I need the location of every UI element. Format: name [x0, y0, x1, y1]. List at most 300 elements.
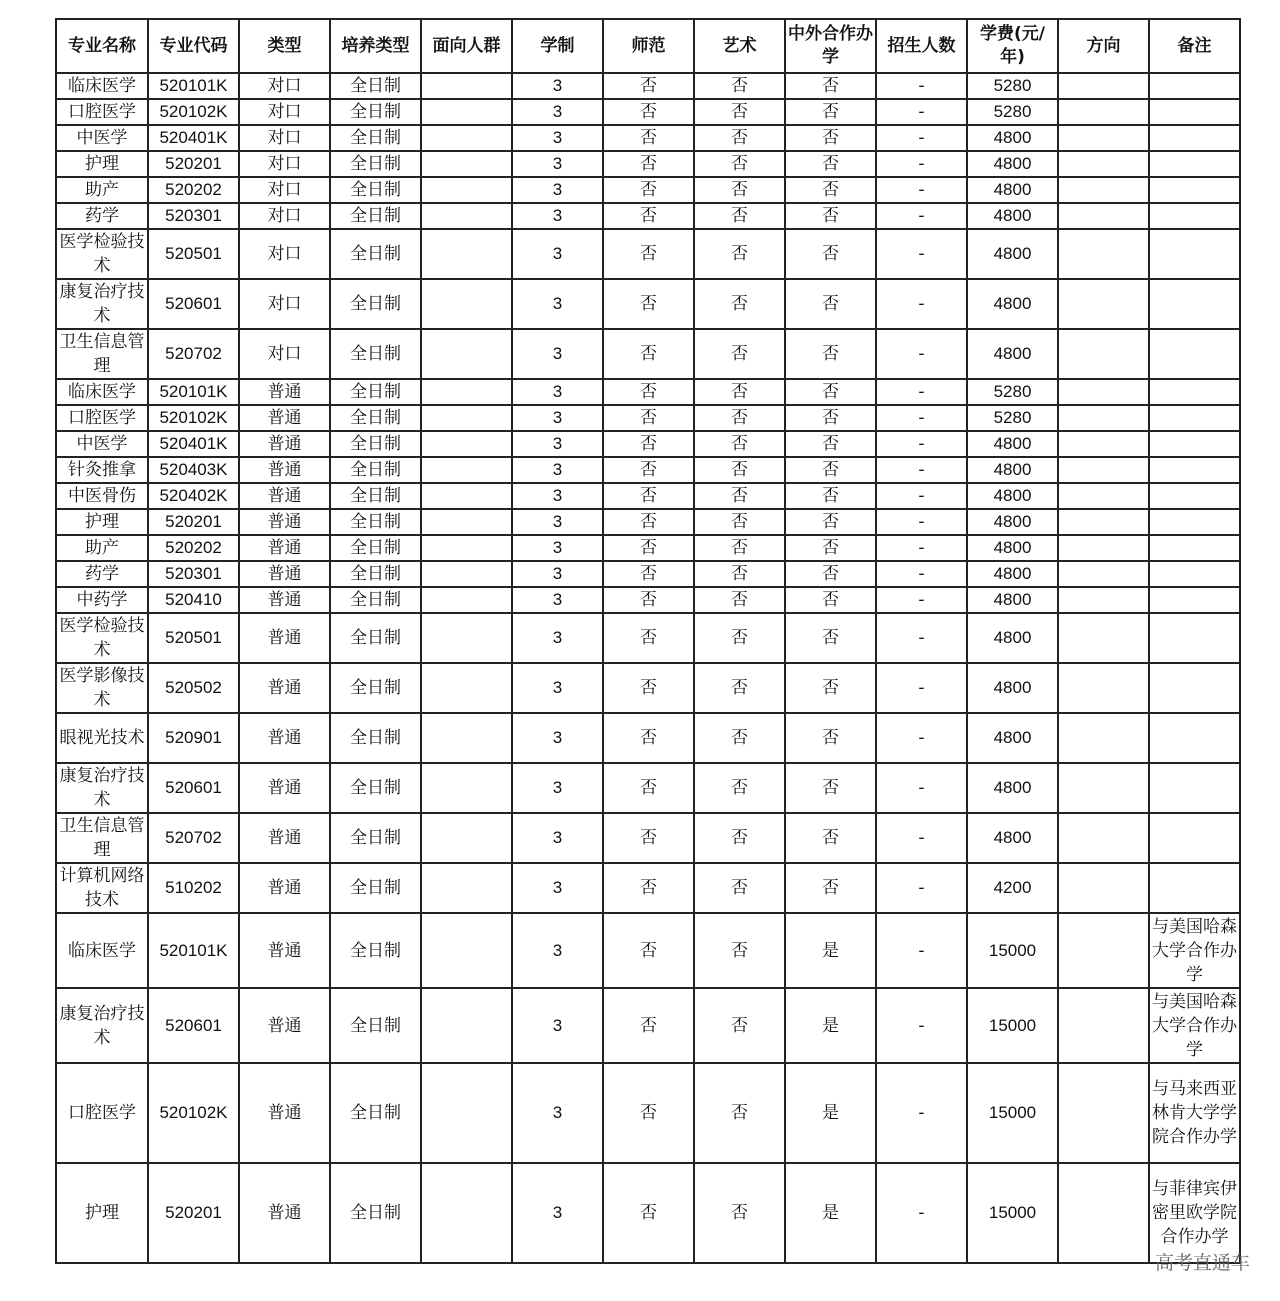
cell-art: 否 — [694, 405, 785, 431]
cell-count: - — [876, 509, 967, 535]
cell-years: 3 — [512, 863, 603, 913]
cell-direction — [1058, 229, 1149, 279]
cell-note — [1149, 279, 1240, 329]
cell-direction — [1058, 713, 1149, 763]
cell-direction — [1058, 379, 1149, 405]
table-row — [56, 405, 1240, 431]
cell-count: - — [876, 483, 967, 509]
cell-normal: 否 — [603, 713, 694, 763]
cell-count: - — [876, 457, 967, 483]
cell-normal: 否 — [603, 329, 694, 379]
cell-coop: 是 — [785, 1163, 876, 1263]
cell-normal: 否 — [603, 763, 694, 813]
cell-years: 3 — [512, 483, 603, 509]
cell-type: 对口 — [239, 73, 330, 99]
cell-coop: 否 — [785, 151, 876, 177]
cell-code: 510202 — [148, 863, 239, 913]
cell-normal: 否 — [603, 229, 694, 279]
cell-normal: 否 — [603, 405, 694, 431]
cell-audience — [421, 663, 512, 713]
cell-audience — [421, 613, 512, 663]
cell-note — [1149, 405, 1240, 431]
cell-audience — [421, 203, 512, 229]
cell-years: 3 — [512, 813, 603, 863]
cell-art: 否 — [694, 561, 785, 587]
cell-note — [1149, 763, 1240, 813]
cell-normal: 否 — [603, 988, 694, 1063]
cell-mode: 全日制 — [330, 329, 421, 379]
cell-fee: 4800 — [967, 329, 1058, 379]
cell-audience — [421, 125, 512, 151]
cell-name: 护理 — [56, 151, 148, 177]
cell-code: 520502 — [148, 663, 239, 713]
cell-mode: 全日制 — [330, 405, 421, 431]
cell-normal: 否 — [603, 1063, 694, 1163]
cell-audience — [421, 587, 512, 613]
cell-mode: 全日制 — [330, 913, 421, 988]
cell-mode: 全日制 — [330, 177, 421, 203]
cell-direction — [1058, 329, 1149, 379]
cell-mode: 全日制 — [330, 457, 421, 483]
cell-years: 3 — [512, 229, 603, 279]
cell-mode: 全日制 — [330, 763, 421, 813]
cell-art: 否 — [694, 1063, 785, 1163]
cell-normal: 否 — [603, 431, 694, 457]
table-row — [56, 329, 1240, 379]
header-mode: 培养类型 — [330, 19, 421, 73]
cell-art: 否 — [694, 663, 785, 713]
header-direction: 方向 — [1058, 19, 1149, 73]
cell-audience — [421, 713, 512, 763]
cell-years: 3 — [512, 457, 603, 483]
cell-coop: 否 — [785, 457, 876, 483]
cell-audience — [421, 535, 512, 561]
table-row — [56, 379, 1240, 405]
cell-normal: 否 — [603, 177, 694, 203]
cell-type: 普通 — [239, 509, 330, 535]
cell-count: - — [876, 279, 967, 329]
cell-normal: 否 — [603, 535, 694, 561]
cell-direction — [1058, 125, 1149, 151]
cell-count: - — [876, 763, 967, 813]
cell-note — [1149, 177, 1240, 203]
cell-mode: 全日制 — [330, 863, 421, 913]
cell-type: 普通 — [239, 1163, 330, 1263]
cell-type: 普通 — [239, 713, 330, 763]
cell-note — [1149, 99, 1240, 125]
cell-audience — [421, 405, 512, 431]
cell-direction — [1058, 663, 1149, 713]
cell-coop: 否 — [785, 99, 876, 125]
table-row — [56, 177, 1240, 203]
header-note: 备注 — [1149, 19, 1240, 73]
table-row — [56, 863, 1240, 913]
cell-note — [1149, 125, 1240, 151]
cell-name: 护理 — [56, 1163, 148, 1263]
cell-coop: 否 — [785, 379, 876, 405]
cell-mode: 全日制 — [330, 279, 421, 329]
cell-coop: 否 — [785, 203, 876, 229]
cell-art: 否 — [694, 125, 785, 151]
cell-art: 否 — [694, 431, 785, 457]
cell-name: 助产 — [56, 177, 148, 203]
table-row — [56, 663, 1240, 713]
cell-mode: 全日制 — [330, 587, 421, 613]
cell-mode: 全日制 — [330, 1163, 421, 1263]
table-row — [56, 73, 1240, 99]
cell-fee: 4800 — [967, 125, 1058, 151]
cell-mode: 全日制 — [330, 483, 421, 509]
cell-name: 康复治疗技术 — [56, 988, 148, 1063]
cell-art: 否 — [694, 73, 785, 99]
cell-count: - — [876, 988, 967, 1063]
cell-coop: 否 — [785, 535, 876, 561]
cell-name: 护理 — [56, 509, 148, 535]
cell-code: 520102K — [148, 99, 239, 125]
cell-years: 3 — [512, 99, 603, 125]
cell-code: 520101K — [148, 913, 239, 988]
table-row — [56, 509, 1240, 535]
cell-fee: 4800 — [967, 483, 1058, 509]
cell-note — [1149, 663, 1240, 713]
cell-audience — [421, 1163, 512, 1263]
cell-note — [1149, 863, 1240, 913]
cell-coop: 否 — [785, 483, 876, 509]
cell-coop: 否 — [785, 561, 876, 587]
cell-audience — [421, 561, 512, 587]
header-row — [56, 19, 1240, 73]
header-count: 招生人数 — [876, 19, 967, 73]
cell-code: 520702 — [148, 813, 239, 863]
cell-years: 3 — [512, 1163, 603, 1263]
cell-type: 普通 — [239, 431, 330, 457]
table-row — [56, 535, 1240, 561]
cell-note: 与菲律宾伊密里欧学院合作办学 — [1149, 1163, 1240, 1263]
cell-direction — [1058, 587, 1149, 613]
cell-name: 药学 — [56, 561, 148, 587]
cell-name: 医学检验技术 — [56, 229, 148, 279]
cell-count: - — [876, 229, 967, 279]
cell-name: 临床医学 — [56, 913, 148, 988]
cell-audience — [421, 379, 512, 405]
cell-direction — [1058, 561, 1149, 587]
cell-coop: 否 — [785, 329, 876, 379]
cell-years: 3 — [512, 663, 603, 713]
cell-type: 对口 — [239, 329, 330, 379]
cell-art: 否 — [694, 151, 785, 177]
cell-code: 520102K — [148, 1063, 239, 1163]
cell-coop: 否 — [785, 663, 876, 713]
table-row — [56, 99, 1240, 125]
cell-years: 3 — [512, 379, 603, 405]
cell-code: 520101K — [148, 73, 239, 99]
cell-coop: 否 — [785, 587, 876, 613]
cell-direction — [1058, 535, 1149, 561]
header-years: 学制 — [512, 19, 603, 73]
table-row — [56, 613, 1240, 663]
cell-years: 3 — [512, 587, 603, 613]
cell-type: 普通 — [239, 1063, 330, 1163]
cell-years: 3 — [512, 1063, 603, 1163]
cell-coop: 是 — [785, 1063, 876, 1163]
cell-art: 否 — [694, 813, 785, 863]
header-code: 专业代码 — [148, 19, 239, 73]
cell-code: 520410 — [148, 587, 239, 613]
cell-type: 普通 — [239, 663, 330, 713]
cell-normal: 否 — [603, 663, 694, 713]
cell-fee: 4800 — [967, 713, 1058, 763]
cell-note — [1149, 379, 1240, 405]
cell-art: 否 — [694, 587, 785, 613]
cell-note — [1149, 73, 1240, 99]
cell-years: 3 — [512, 203, 603, 229]
cell-type: 对口 — [239, 99, 330, 125]
cell-note — [1149, 613, 1240, 663]
cell-audience — [421, 763, 512, 813]
cell-type: 普通 — [239, 483, 330, 509]
cell-note: 与美国哈森大学合作办学 — [1149, 913, 1240, 988]
cell-name: 中医骨伤 — [56, 483, 148, 509]
cell-fee: 4800 — [967, 177, 1058, 203]
cell-type: 普通 — [239, 813, 330, 863]
cell-years: 3 — [512, 913, 603, 988]
cell-name: 中药学 — [56, 587, 148, 613]
cell-name: 康复治疗技术 — [56, 763, 148, 813]
cell-fee: 4800 — [967, 279, 1058, 329]
cell-direction — [1058, 99, 1149, 125]
cell-direction — [1058, 431, 1149, 457]
cell-mode: 全日制 — [330, 509, 421, 535]
cell-type: 对口 — [239, 203, 330, 229]
cell-audience — [421, 483, 512, 509]
cell-years: 3 — [512, 73, 603, 99]
table-row — [56, 457, 1240, 483]
cell-fee: 4800 — [967, 229, 1058, 279]
cell-coop: 否 — [785, 713, 876, 763]
cell-code: 520601 — [148, 988, 239, 1063]
cell-normal: 否 — [603, 125, 694, 151]
cell-fee: 5280 — [967, 73, 1058, 99]
cell-fee: 4800 — [967, 613, 1058, 663]
cell-note — [1149, 561, 1240, 587]
cell-fee: 4800 — [967, 587, 1058, 613]
cell-name: 医学影像技术 — [56, 663, 148, 713]
cell-code: 520601 — [148, 279, 239, 329]
table-row — [56, 713, 1240, 763]
cell-direction — [1058, 203, 1149, 229]
cell-type: 普通 — [239, 913, 330, 988]
cell-name: 康复治疗技术 — [56, 279, 148, 329]
cell-normal: 否 — [603, 813, 694, 863]
cell-count: - — [876, 99, 967, 125]
cell-years: 3 — [512, 405, 603, 431]
cell-art: 否 — [694, 457, 785, 483]
cell-name: 卫生信息管理 — [56, 329, 148, 379]
cell-mode: 全日制 — [330, 99, 421, 125]
cell-direction — [1058, 177, 1149, 203]
cell-normal: 否 — [603, 483, 694, 509]
cell-code: 520301 — [148, 203, 239, 229]
cell-name: 临床医学 — [56, 379, 148, 405]
cell-mode: 全日制 — [330, 988, 421, 1063]
cell-direction — [1058, 405, 1149, 431]
cell-fee: 15000 — [967, 913, 1058, 988]
cell-years: 3 — [512, 535, 603, 561]
cell-count: - — [876, 587, 967, 613]
cell-audience — [421, 863, 512, 913]
table-header — [56, 19, 1240, 73]
cell-years: 3 — [512, 125, 603, 151]
cell-name: 临床医学 — [56, 73, 148, 99]
cell-normal: 否 — [603, 587, 694, 613]
cell-count: - — [876, 1163, 967, 1263]
cell-code: 520301 — [148, 561, 239, 587]
cell-years: 3 — [512, 329, 603, 379]
cell-fee: 5280 — [967, 379, 1058, 405]
cell-mode: 全日制 — [330, 229, 421, 279]
cell-name: 药学 — [56, 203, 148, 229]
cell-count: - — [876, 177, 967, 203]
cell-art: 否 — [694, 177, 785, 203]
cell-coop: 否 — [785, 813, 876, 863]
cell-count: - — [876, 535, 967, 561]
cell-art: 否 — [694, 509, 785, 535]
cell-fee: 4800 — [967, 813, 1058, 863]
cell-count: - — [876, 431, 967, 457]
cell-normal: 否 — [603, 509, 694, 535]
cell-fee: 4200 — [967, 863, 1058, 913]
cell-audience — [421, 431, 512, 457]
cell-audience — [421, 73, 512, 99]
cell-coop: 是 — [785, 988, 876, 1063]
cell-normal: 否 — [603, 1163, 694, 1263]
cell-fee: 4800 — [967, 561, 1058, 587]
cell-code: 520202 — [148, 177, 239, 203]
cell-normal: 否 — [603, 99, 694, 125]
cell-name: 中医学 — [56, 431, 148, 457]
cell-count: - — [876, 203, 967, 229]
cell-code: 520201 — [148, 509, 239, 535]
cell-mode: 全日制 — [330, 1063, 421, 1163]
cell-type: 对口 — [239, 177, 330, 203]
cell-mode: 全日制 — [330, 73, 421, 99]
cell-art: 否 — [694, 763, 785, 813]
cell-count: - — [876, 813, 967, 863]
table-row — [56, 1163, 1240, 1263]
cell-direction — [1058, 1063, 1149, 1163]
table-row — [56, 431, 1240, 457]
cell-count: - — [876, 151, 967, 177]
cell-art: 否 — [694, 279, 785, 329]
cell-audience — [421, 229, 512, 279]
cell-code: 520401K — [148, 431, 239, 457]
cell-art: 否 — [694, 203, 785, 229]
cell-type: 普通 — [239, 457, 330, 483]
cell-direction — [1058, 1163, 1149, 1263]
cell-direction — [1058, 73, 1149, 99]
cell-direction — [1058, 483, 1149, 509]
cell-count: - — [876, 405, 967, 431]
cell-art: 否 — [694, 329, 785, 379]
cell-fee: 4800 — [967, 457, 1058, 483]
cell-name: 计算机网络技术 — [56, 863, 148, 913]
cell-fee: 4800 — [967, 535, 1058, 561]
cell-direction — [1058, 457, 1149, 483]
table-row — [56, 587, 1240, 613]
cell-name: 针灸推拿 — [56, 457, 148, 483]
cell-audience — [421, 177, 512, 203]
cell-note — [1149, 713, 1240, 763]
cell-type: 对口 — [239, 229, 330, 279]
cell-count: - — [876, 329, 967, 379]
cell-type: 普通 — [239, 613, 330, 663]
cell-mode: 全日制 — [330, 151, 421, 177]
cell-art: 否 — [694, 1163, 785, 1263]
cell-normal: 否 — [603, 561, 694, 587]
cell-note — [1149, 431, 1240, 457]
cell-code: 520702 — [148, 329, 239, 379]
cell-coop: 否 — [785, 279, 876, 329]
cell-fee: 4800 — [967, 663, 1058, 713]
cell-code: 520402K — [148, 483, 239, 509]
cell-name: 口腔医学 — [56, 1063, 148, 1163]
cell-normal: 否 — [603, 613, 694, 663]
cell-count: - — [876, 379, 967, 405]
table-row — [56, 813, 1240, 863]
cell-years: 3 — [512, 713, 603, 763]
cell-years: 3 — [512, 151, 603, 177]
cell-code: 520501 — [148, 613, 239, 663]
cell-coop: 否 — [785, 509, 876, 535]
header-normal: 师范 — [603, 19, 694, 73]
cell-type: 对口 — [239, 151, 330, 177]
cell-audience — [421, 509, 512, 535]
cell-art: 否 — [694, 613, 785, 663]
cell-count: - — [876, 613, 967, 663]
cell-code: 520201 — [148, 151, 239, 177]
cell-audience — [421, 279, 512, 329]
table-row — [56, 483, 1240, 509]
cell-type: 普通 — [239, 535, 330, 561]
cell-code: 520202 — [148, 535, 239, 561]
cell-name: 口腔医学 — [56, 99, 148, 125]
cell-mode: 全日制 — [330, 431, 421, 457]
cell-fee: 15000 — [967, 1163, 1058, 1263]
cell-name: 卫生信息管理 — [56, 813, 148, 863]
cell-audience — [421, 151, 512, 177]
cell-count: - — [876, 713, 967, 763]
cell-mode: 全日制 — [330, 203, 421, 229]
cell-type: 普通 — [239, 587, 330, 613]
cell-count: - — [876, 561, 967, 587]
cell-type: 对口 — [239, 279, 330, 329]
cell-mode: 全日制 — [330, 561, 421, 587]
table-row — [56, 1063, 1240, 1163]
cell-years: 3 — [512, 561, 603, 587]
cell-code: 520101K — [148, 379, 239, 405]
cell-note — [1149, 587, 1240, 613]
cell-name: 眼视光技术 — [56, 713, 148, 763]
cell-direction — [1058, 913, 1149, 988]
table-row — [56, 229, 1240, 279]
cell-audience — [421, 457, 512, 483]
table-row — [56, 203, 1240, 229]
header-type: 类型 — [239, 19, 330, 73]
cell-note — [1149, 813, 1240, 863]
cell-note — [1149, 509, 1240, 535]
cell-direction — [1058, 988, 1149, 1063]
cell-normal: 否 — [603, 151, 694, 177]
